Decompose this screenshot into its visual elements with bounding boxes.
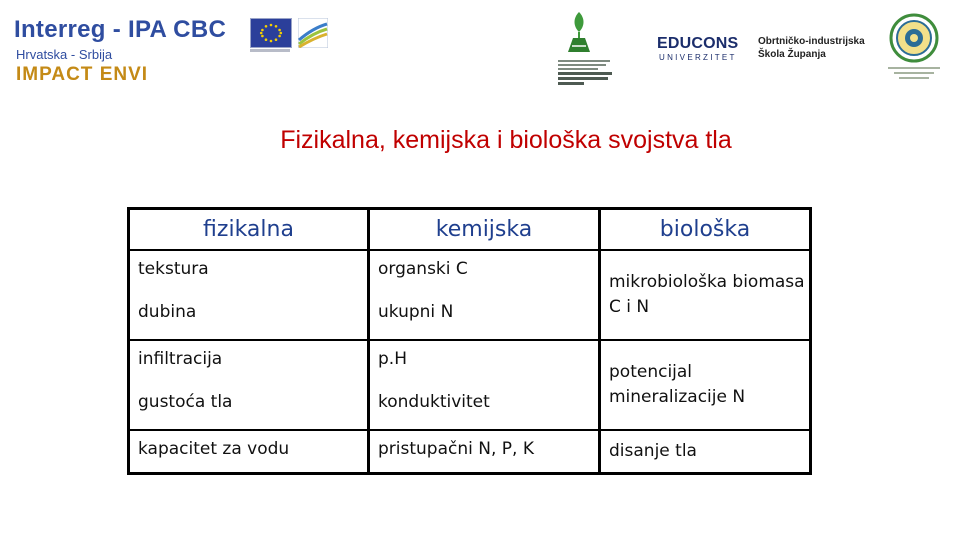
page-title: Fizikalna, kemijska i biološka svojstva tla xyxy=(280,126,732,154)
cell-chemical: pristupačni N, P, K xyxy=(369,430,600,474)
impact-envi-label: IMPACT ENVI xyxy=(16,64,149,85)
cell-chemical: organski C xyxy=(369,250,600,294)
programme-emblem-icon xyxy=(298,18,328,48)
cell-chemical: p.H xyxy=(369,340,600,384)
interreg-subtitle: Hrvatska - Srbija xyxy=(16,47,113,62)
school-name-line1: Obrtničko-industrijska xyxy=(758,36,865,47)
seal-emblem-icon xyxy=(884,13,944,63)
eu-flag-icon xyxy=(250,18,292,48)
cell-biological: disanje tla xyxy=(600,430,811,474)
cell-physical: gustoća tla xyxy=(129,384,369,430)
school-name-line2: Škola Županja xyxy=(758,49,826,60)
cell-physical: tekstura xyxy=(129,250,369,294)
table-row xyxy=(129,340,811,384)
faculty-name-lines xyxy=(558,58,628,87)
chamber-seal-logo xyxy=(884,13,944,85)
table-header-row xyxy=(129,209,811,250)
cell-physical: infiltracija xyxy=(129,340,369,384)
zupanja-school-logo xyxy=(758,36,865,66)
plant-flask-icon xyxy=(564,10,594,54)
eu-flag-caption xyxy=(250,49,290,52)
faculty-of-agrobiotechnical-sciences-logo xyxy=(558,10,628,84)
header-biological: biološka xyxy=(600,209,811,250)
educons-subtitle: UNIVERZITET xyxy=(659,53,737,62)
cell-biological: potencijal mineralizacije N xyxy=(600,340,811,430)
header-physical: fizikalna xyxy=(129,209,369,250)
header-chemical: kemijska xyxy=(369,209,600,250)
cell-chemical: konduktivitet xyxy=(369,384,600,430)
educons-university-logo xyxy=(657,35,737,65)
table-row xyxy=(129,250,811,294)
soil-properties-table xyxy=(127,207,812,475)
cell-physical: dubina xyxy=(129,294,369,340)
cell-chemical: ukupni N xyxy=(369,294,600,340)
cell-biological: mikrobiološka biomasa C i N xyxy=(600,250,811,340)
table-row xyxy=(129,430,811,474)
interreg-logo xyxy=(14,14,334,84)
cell-physical: kapacitet za vodu xyxy=(129,430,369,474)
interreg-name: Interreg - IPA CBC xyxy=(14,16,227,43)
educons-name: EDUCONS xyxy=(657,35,739,52)
